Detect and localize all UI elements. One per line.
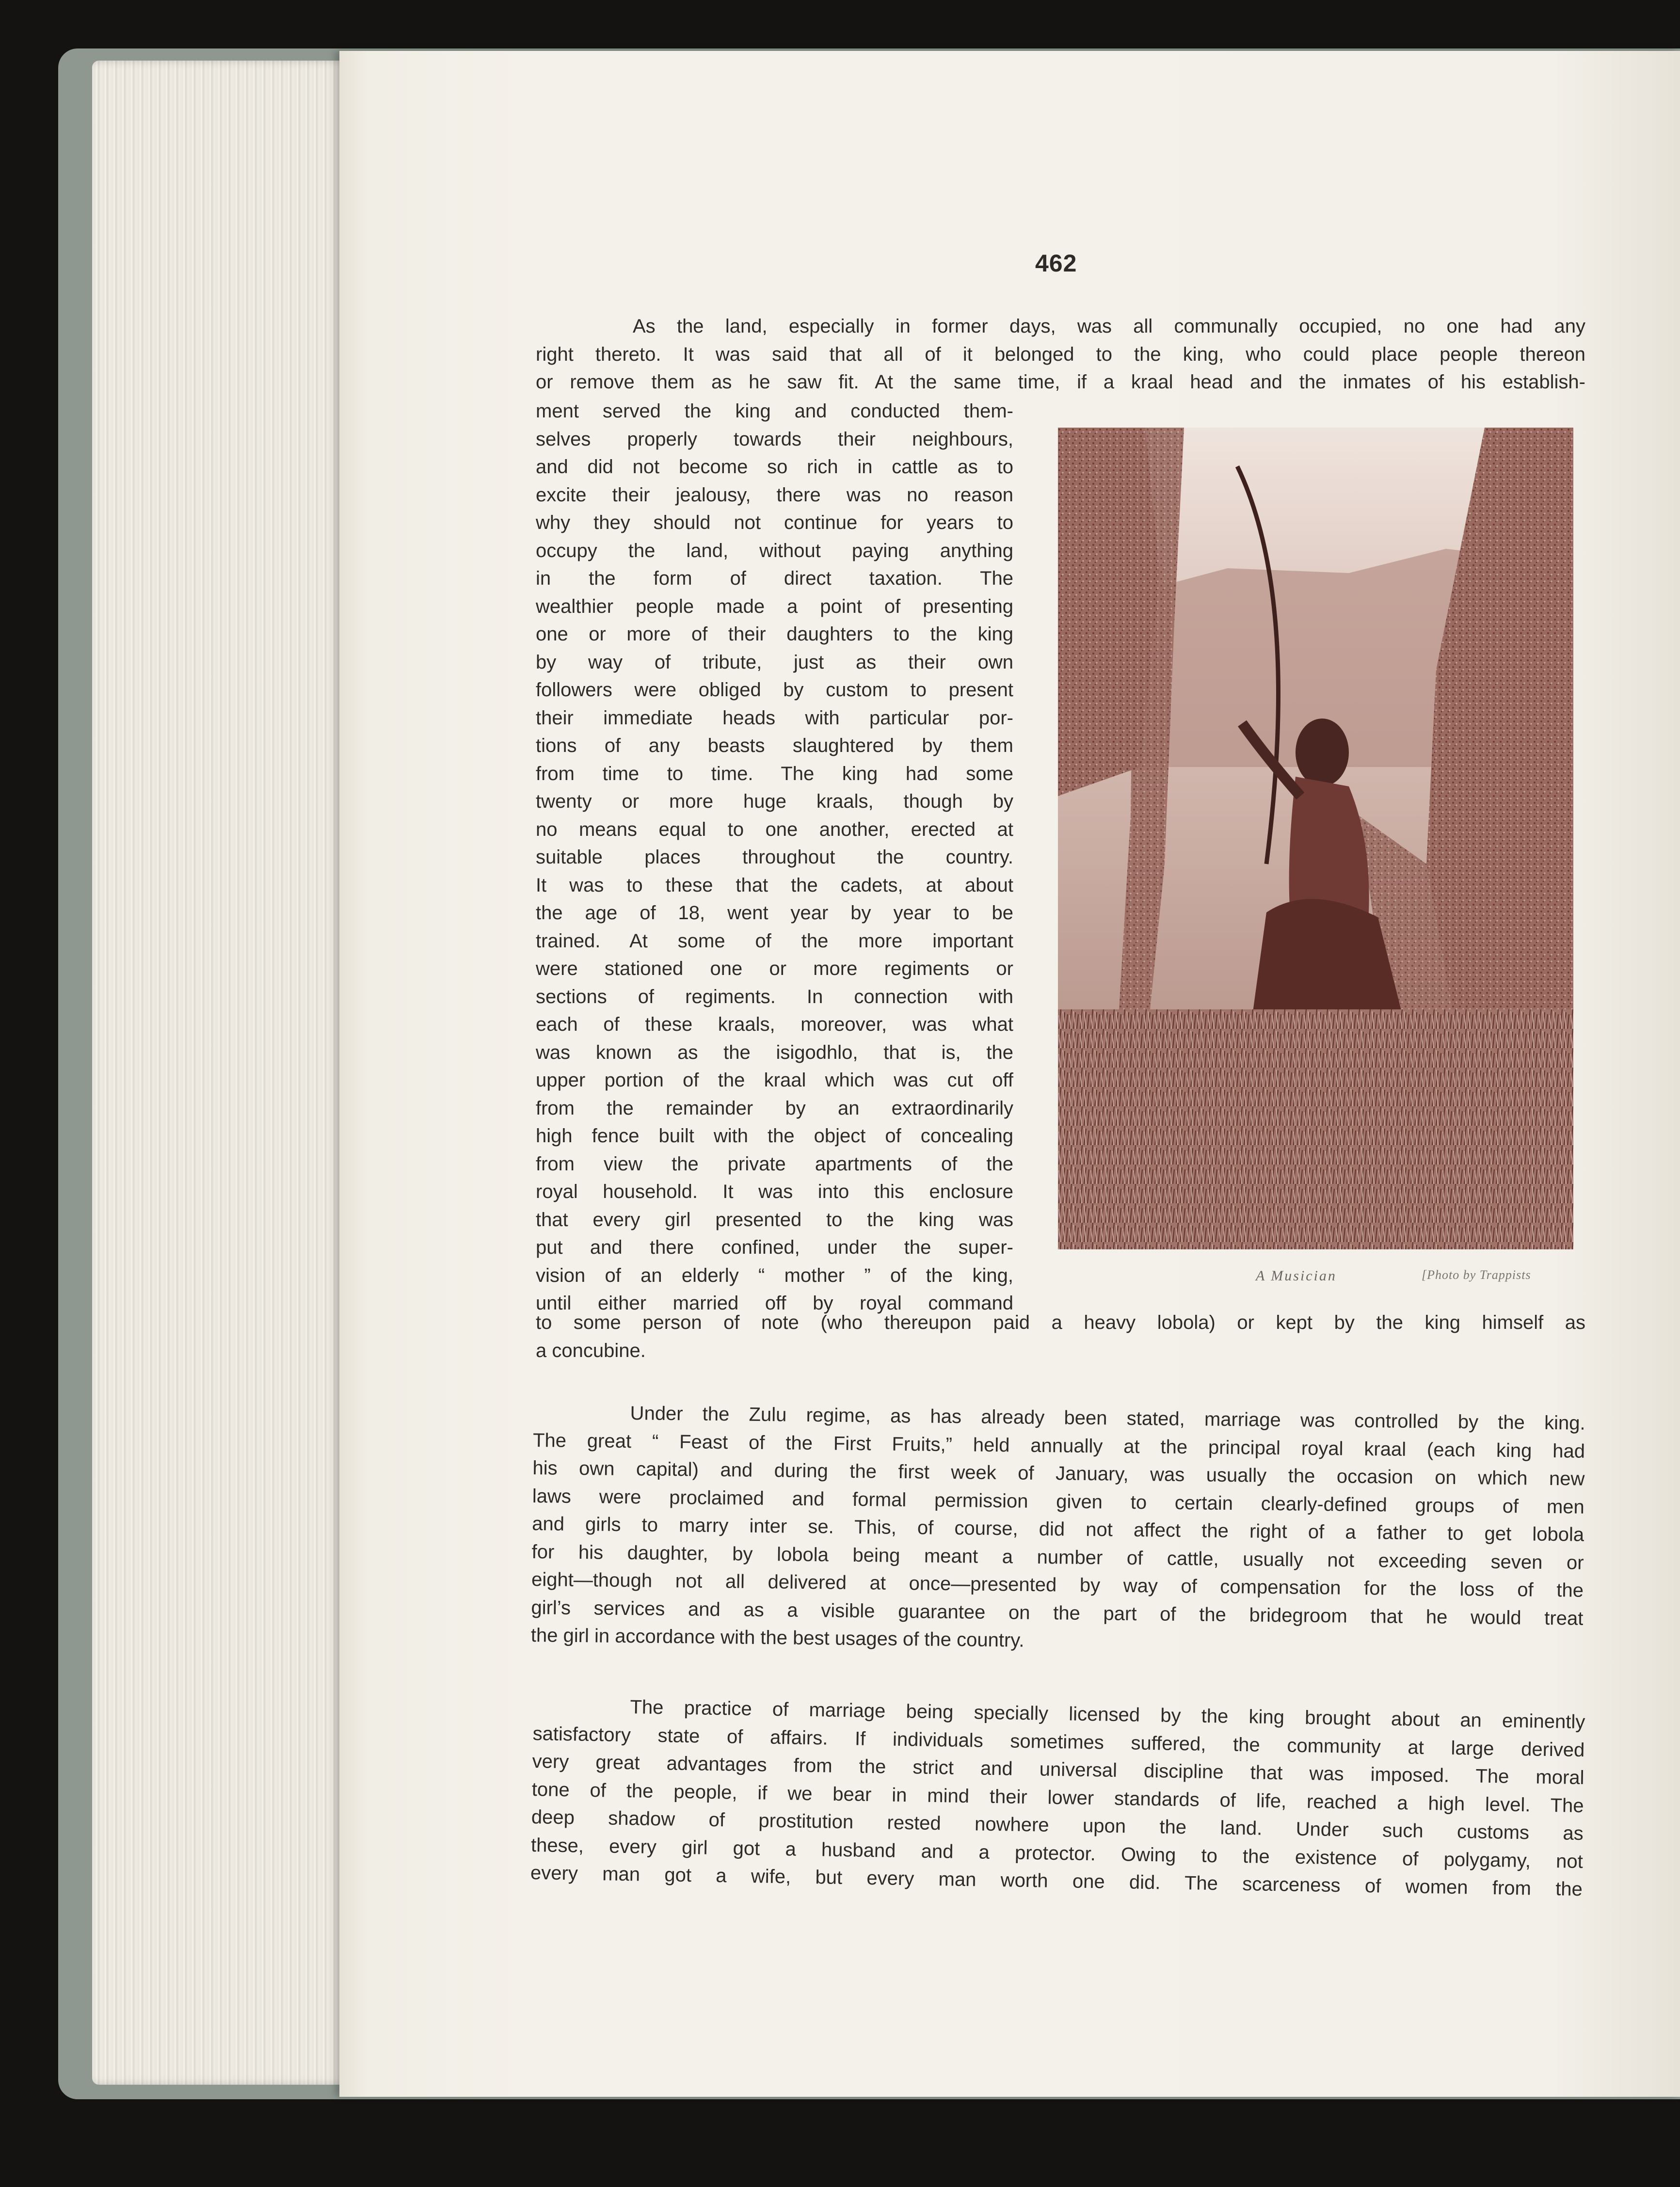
photo-caption: A Musician bbox=[1256, 1268, 1337, 1284]
text-line: excite their jealousy, there was no reason bbox=[536, 484, 1013, 506]
paragraph-3 bbox=[530, 1692, 1585, 1904]
text-line: were stationed one or more regiments or bbox=[536, 958, 1013, 979]
text-line: high fence built with the object of concealing bbox=[536, 1125, 1013, 1147]
text-line: from time to time. The king had some bbox=[536, 763, 1013, 784]
text-line: It was to these that the cadets, at about bbox=[536, 874, 1013, 896]
text-line: trained. At some of the more important bbox=[536, 930, 1013, 952]
photo-credit: [Photo by Trappists bbox=[1422, 1268, 1531, 1282]
text-line: occupy the land, without paying anything bbox=[536, 540, 1013, 561]
text-line: their immediate heads with particular por- bbox=[536, 707, 1013, 729]
text-line: why they should not continue for years to bbox=[536, 512, 1013, 533]
text-line: the age of 18, went year by year to be bbox=[536, 902, 1013, 924]
musician-photo bbox=[1058, 428, 1573, 1249]
paragraph-2 bbox=[531, 1399, 1585, 1660]
text-line: each of these kraals, moreover, was what bbox=[536, 1014, 1013, 1035]
text-line: laws were proclaimed and formal permission given to certain clearly-defined groups of men bbox=[532, 1485, 1585, 1518]
text-line: until either married off by royal command bbox=[536, 1293, 1013, 1314]
text-line: Under the Zulu regime, as has already been stated, marriage was controlled by the king. bbox=[630, 1403, 1585, 1434]
text-line: satisfactory state of affairs. If individuals sometimes suffered, the community at large derived bbox=[532, 1723, 1585, 1761]
text-line: by way of tribute, just as their own bbox=[536, 651, 1013, 673]
text-line: and girls to marry inter se. This, of course, did not affect the right of a father to get lobola bbox=[532, 1513, 1584, 1546]
text-line: eight—though not all delivered at once—presented by way of compensation for the loss of the bbox=[531, 1568, 1584, 1601]
text-line: and did not become so rich in cattle as to bbox=[536, 456, 1013, 478]
text-line: in the form of direct taxation. The bbox=[536, 568, 1013, 589]
text-line: ment served the king and conducted them- bbox=[536, 400, 1013, 422]
text-line: sections of regiments. In connection with bbox=[536, 986, 1013, 1007]
page-number: 462 bbox=[1035, 250, 1077, 277]
text-line: a concubine. bbox=[536, 1340, 646, 1361]
text-line: twenty or more huge kraals, though by bbox=[536, 791, 1013, 812]
text-line: or remove them as he saw fit. At the same time, if a kraal head and the inmates of his establish- bbox=[536, 371, 1585, 393]
text-line: his own capital) and during the first week of January, was usually the occasion on which new bbox=[532, 1457, 1585, 1490]
paragraph-1-bottom bbox=[536, 1309, 1585, 1365]
text-line: for his daughter, by lobola being meant a number of cattle, usually not exceeding seven or bbox=[531, 1541, 1584, 1574]
text-line: was known as the isigodhlo, that is, the bbox=[536, 1041, 1013, 1063]
text-line: put and there confined, under the super- bbox=[536, 1237, 1013, 1258]
text-line: wealthier people made a point of presenting bbox=[536, 595, 1013, 617]
text-line: upper portion of the kraal which was cut off bbox=[536, 1070, 1013, 1091]
text-line: The great “ Feast of the First Fruits,” held annually at the principal royal kraal (each king had bbox=[532, 1429, 1585, 1462]
text-line: The practice of marriage being specially licensed by the king brought about an eminently bbox=[630, 1696, 1585, 1733]
paragraph-1-top bbox=[536, 313, 1585, 397]
text-line: royal household. It was into this enclosure bbox=[536, 1181, 1013, 1202]
text-line: every man got a wife, but every man worth one did. The scarceness of women from the bbox=[530, 1862, 1583, 1900]
text-line: these, every girl got a husband and a protector. Owing to the existence of polygamy, not bbox=[530, 1834, 1584, 1872]
paragraph-1-column bbox=[536, 398, 1013, 1318]
text-line: deep shadow of prostitution rested nowhere upon the land. Under such customs as bbox=[531, 1806, 1584, 1845]
text-line: tions of any beasts slaughtered by them bbox=[536, 735, 1013, 756]
text-line: tone of the people, if we bear in mind their lower standards of life, reached a high level. The bbox=[531, 1778, 1584, 1817]
text-line: selves properly towards their neighbours, bbox=[536, 428, 1013, 450]
text-line: suitable places throughout the country. bbox=[536, 846, 1013, 868]
text-line: very great advantages from the strict and universal discipline that was imposed. The moral bbox=[532, 1750, 1584, 1789]
text-line: to some person of note (who thereupon paid a heavy lobola) or kept by the king himself as bbox=[536, 1312, 1585, 1333]
text-line: As the land, especially in former days, was all communally occupied, no one had any bbox=[633, 316, 1585, 337]
text-line: right thereto. It was said that all of it belonged to the king, who could place people thereon bbox=[536, 343, 1585, 365]
text-line: one or more of their daughters to the king bbox=[536, 623, 1013, 645]
text-line: vision of an elderly “ mother ” of the king, bbox=[536, 1264, 1013, 1286]
text-line: the girl in accordance with the best usages of the country. bbox=[530, 1624, 1024, 1651]
text-line: that every girl presented to the king was bbox=[536, 1209, 1013, 1230]
text-line: followers were obliged by custom to present bbox=[536, 679, 1013, 701]
text-line: no means equal to one another, erected at bbox=[536, 818, 1013, 840]
text-line: girl’s services and as a visible guarantee on the part of the bridegroom that he would treat bbox=[531, 1596, 1584, 1629]
text-line: from view the private apartments of the bbox=[536, 1153, 1013, 1175]
text-line: from the remainder by an extraordinarily bbox=[536, 1097, 1013, 1119]
page-edges bbox=[92, 61, 354, 2085]
